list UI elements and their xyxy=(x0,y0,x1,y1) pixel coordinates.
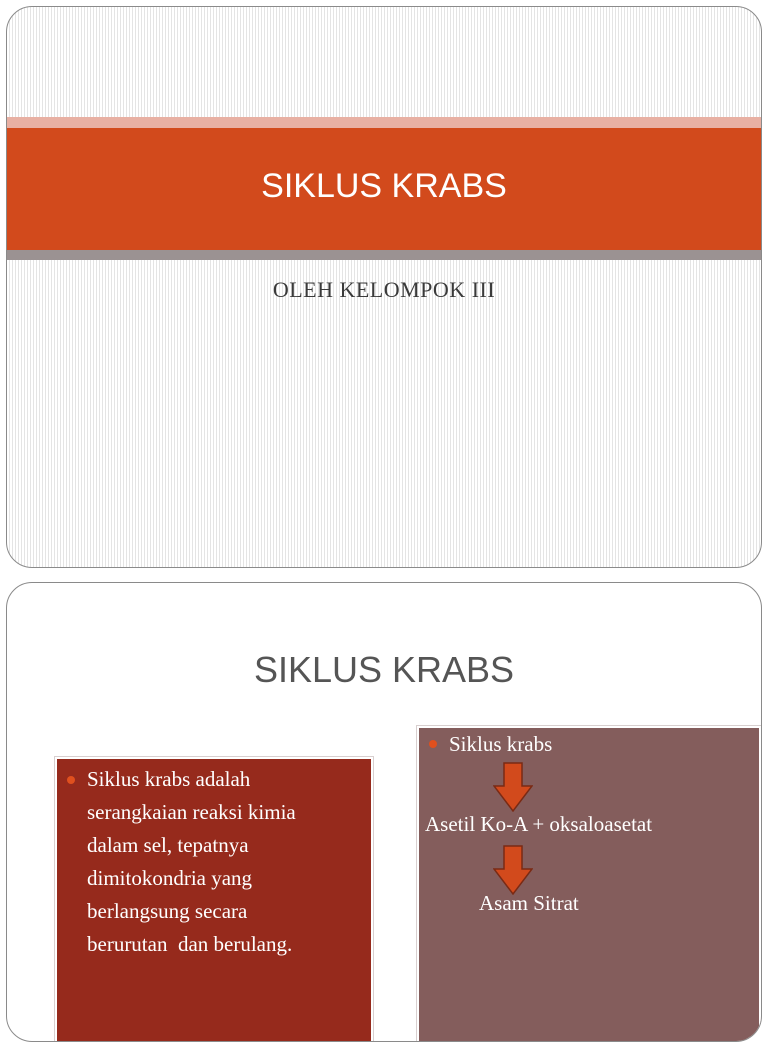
slide-1 xyxy=(6,6,762,568)
definition-line: berurutan dan berulang. xyxy=(87,932,293,956)
definition-line: berlangsung secara xyxy=(87,899,248,923)
definition-box xyxy=(55,757,373,1042)
flow-step-2: Asam Sitrat xyxy=(479,891,579,915)
down-arrow-icon xyxy=(493,762,533,812)
slide-1-subtitle: OLEH KELOMPOK III xyxy=(272,277,496,302)
definition-line: dimitokondria yang xyxy=(87,866,253,890)
slide-2 xyxy=(6,582,762,1042)
flow-bullet-label: Siklus krabs xyxy=(449,732,553,756)
down-arrow-icon xyxy=(493,845,533,895)
definition-line: Siklus krabs adalah xyxy=(87,767,251,791)
slide-1-title: SIKLUS KRABS xyxy=(261,167,507,205)
bullet-dot-icon xyxy=(429,740,437,748)
accent-strip-top xyxy=(7,117,761,128)
flow-box xyxy=(417,726,761,1042)
slide-2-title: SIKLUS KRABS xyxy=(253,649,515,690)
flow-step-1: Asetil Ko-A + oksaloasetat xyxy=(425,812,653,836)
accent-strip-bottom xyxy=(7,250,761,260)
definition-text xyxy=(87,763,357,961)
definition-line: serangkaian reaksi kimia xyxy=(87,800,296,824)
bullet-dot-icon xyxy=(67,776,75,784)
definition-line: dalam sel, tepatnya xyxy=(87,833,249,857)
